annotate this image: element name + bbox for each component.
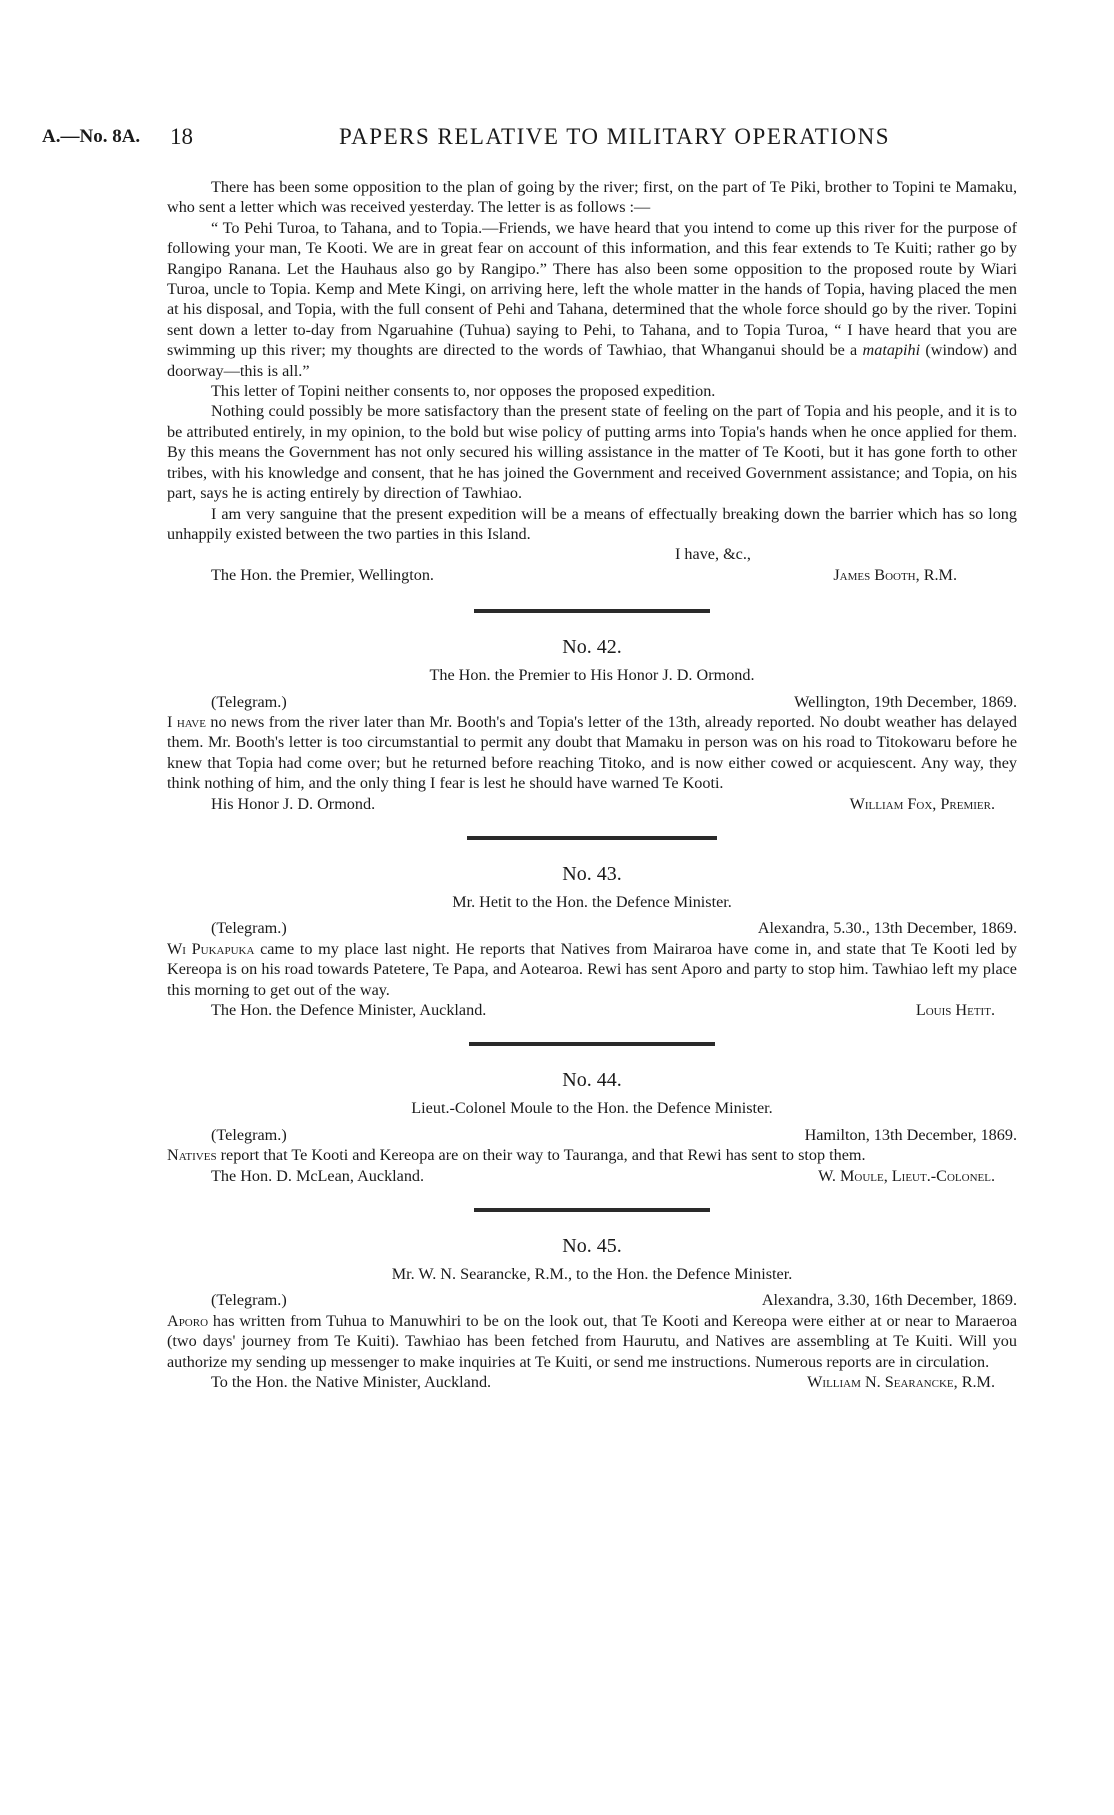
- message-body: [167, 1311, 1017, 1372]
- paragraph: [167, 218, 1017, 381]
- letter-41-continued: [167, 177, 1017, 585]
- maori-term: matapihi: [862, 341, 921, 360]
- place-date: Hamilton, 13th December, 1869.: [804, 1125, 1017, 1144]
- addressee: The Hon. D. McLean, Auckland.: [211, 1166, 425, 1185]
- sign-off-row: [167, 1166, 1017, 1186]
- telegram-header-row: [167, 1125, 1017, 1145]
- sign-off-row: [167, 1372, 1017, 1392]
- addressee: The Hon. the Premier, Wellington.: [211, 565, 434, 584]
- lead-words: Wi Pukapuka: [167, 939, 255, 958]
- telegram-header-row: [167, 692, 1017, 712]
- telegram-label: (Telegram.): [211, 1125, 287, 1144]
- paragraph: This letter of Topini neither consents to, nor opposes the proposed expedition.: [211, 382, 716, 401]
- message-text: no news from the river later than Mr. Booth's and Topia's letter of the 13th, already reported. No doubt weather has delayed them. Mr. Booth's letter is too circumstantial to permit any doubt that Mamaku in person was on his road to Titokowaru before he knew that Topia had come over; but he returned before reaching Titoko, and is now either cowed or acquiescent. Any way, they think nothing of him, and the only thing I fear is lest he should have warned Te Kooti.: [167, 712, 1017, 793]
- telegram-label: (Telegram.): [211, 919, 287, 938]
- addressee: His Honor J. D. Ormond.: [211, 794, 376, 813]
- telegram-43: [167, 862, 1017, 1020]
- paragraph: I am very sanguine that the present expedition will be a means of effectually breaking down the barrier which has so long unhappily existed between the two parties in this Island.: [167, 504, 1017, 543]
- quoted-letter-end: (window) and doorway—this is all.”: [167, 341, 1017, 380]
- telegram-header-row: [167, 918, 1017, 938]
- paragraph: There has been some opposition to the plan of going by the river; first, on the part of Te Piki, brother to Topini te Mamaku, who sent a letter which was received yesterday. The letter is as follows :—: [167, 178, 1017, 217]
- page-number: 18: [170, 124, 193, 149]
- telegram-42: [167, 635, 1017, 814]
- message-body: [167, 1145, 1017, 1165]
- signature: Louis Hetit.: [915, 1001, 995, 1019]
- addressee: The Hon. the Defence Minister, Auckland.: [211, 1001, 487, 1019]
- section-divider: [467, 836, 717, 840]
- from-to-line: Mr. Hetit to the Hon. the Defence Minister.: [452, 892, 732, 911]
- message-body: [167, 712, 1017, 794]
- place-date: Wellington, 19th December, 1869.: [794, 692, 1017, 711]
- message-body: [167, 939, 1017, 1000]
- telegram-44: [167, 1068, 1017, 1186]
- telegram-label: (Telegram.): [211, 692, 287, 711]
- signature: James Booth, R.M.: [833, 565, 957, 584]
- telegram-label: (Telegram.): [211, 1291, 287, 1310]
- lead-words: I have: [167, 712, 206, 731]
- document-reference: A.—No. 8A.: [42, 126, 141, 147]
- addressee: To the Hon. the Native Minister, Auckland.: [211, 1373, 492, 1392]
- closing: I have, &c.,: [675, 545, 751, 564]
- place-date: Alexandra, 3.30, 16th December, 1869.: [761, 1291, 1017, 1310]
- from-to-line: Mr. W. N. Searancke, R.M., to the Hon. the Defence Minister.: [391, 1265, 793, 1284]
- section-number: No. 43.: [562, 862, 622, 885]
- section-number: No. 42.: [562, 636, 622, 659]
- message-text: report that Te Kooti and Kereopa are on their way to Tauranga, and that Rewi has sent to stop them.: [220, 1146, 866, 1165]
- body-text: [167, 177, 1017, 1392]
- page-header: [42, 124, 1072, 154]
- section-divider: [474, 609, 710, 613]
- sign-off-row: [167, 794, 1017, 814]
- section-number: No. 44.: [562, 1069, 622, 1092]
- telegram-45: [167, 1234, 1017, 1392]
- running-title: PAPERS RELATIVE TO MILITARY OPERATIONS: [339, 124, 890, 149]
- signature: W. Moule, Lieut.-Colonel.: [818, 1166, 995, 1185]
- telegram-header-row: [167, 1290, 1017, 1310]
- signature: William N. Searancke, R.M.: [807, 1373, 995, 1392]
- message-text: has written from Tuhua to Manuwhiri to be on the look out, that Te Kooti and Kereopa were either at or near to Maraeroa (two days' journey from Te Kuiti). Tawhiao has been fetched from Haurutu, and Natives are assembling at Te Kuiti. Will you authorize my sending up messenger to make inquiries at Te Kuiti, or send me instructions. Numerous reports are in circulation.: [167, 1311, 1018, 1371]
- paragraph: Nothing could possibly be more satisfactory than the present state of feeling on the part of Topia and his people, and it is to be attributed entirely, in my opinion, to the bold but wise policy of putting arms into Topia's hands when he once applied for them. By this means the Government has not only secured his willing assistance in the matter of Te Kooti, but it has gone forth to other tribes, with his knowledge and consent, that he has joined the Government and received Government assistance; and Topia, on his part, says he is acting entirely by direction of Tawhiao.: [167, 402, 1017, 503]
- place-date: Alexandra, 5.30., 13th December, 1869.: [757, 919, 1017, 938]
- quoted-letter-text: “ To Pehi Turoa, to Tahana, and to Topia.—Friends, we have heard that you intend to come up this river for the purpose of following your man, Te Kooti. We are in great fear on account of this information, and this fear extends to Te Kuiti; rather go by Rangipo Ranana. Let the Hauhaus also go by Rangipo.” There has also been some opposition to the proposed route by Wiari Turoa, uncle to Topia. Kemp and Mete Kingi, on arriving here, left the whole matter in the hands of Topia, having placed the men at his disposal, and Topia, with the full consent of Pehi and Tahana, determined that the whole force should go by the river. Topini sent down a letter to-day from Ngaruahine (Tuhua) saying to Pehi, to Tahana, and to Topia Turoa, “ I have heard that you are swimming up this river; my thoughts are directed to the words of Tawhiao, that Whanganui should be a: [167, 218, 1017, 360]
- lead-words: Aporo: [167, 1311, 209, 1330]
- section-divider: [469, 1042, 715, 1046]
- section-number: No. 45.: [562, 1235, 622, 1258]
- section-divider: [474, 1208, 710, 1212]
- lead-words: Natives: [167, 1146, 217, 1165]
- from-to-line: The Hon. the Premier to His Honor J. D. Ormond.: [429, 666, 755, 685]
- sign-off-row: [167, 565, 1017, 585]
- signature: William Fox, Premier.: [849, 794, 995, 813]
- sign-off-row: [167, 1000, 1017, 1020]
- from-to-line: Lieut.-Colonel Moule to the Hon. the Defence Minister.: [411, 1099, 773, 1118]
- message-text: came to my place last night. He reports that Natives from Mairaroa have come in, and state that Te Kooti led by Kereopa is on his road towards Patetere, Te Papa, and Aotearoa. Rewi has sent Aporo and party to stop him. Tawhiao left my place this morning to get out of the way.: [167, 939, 1018, 999]
